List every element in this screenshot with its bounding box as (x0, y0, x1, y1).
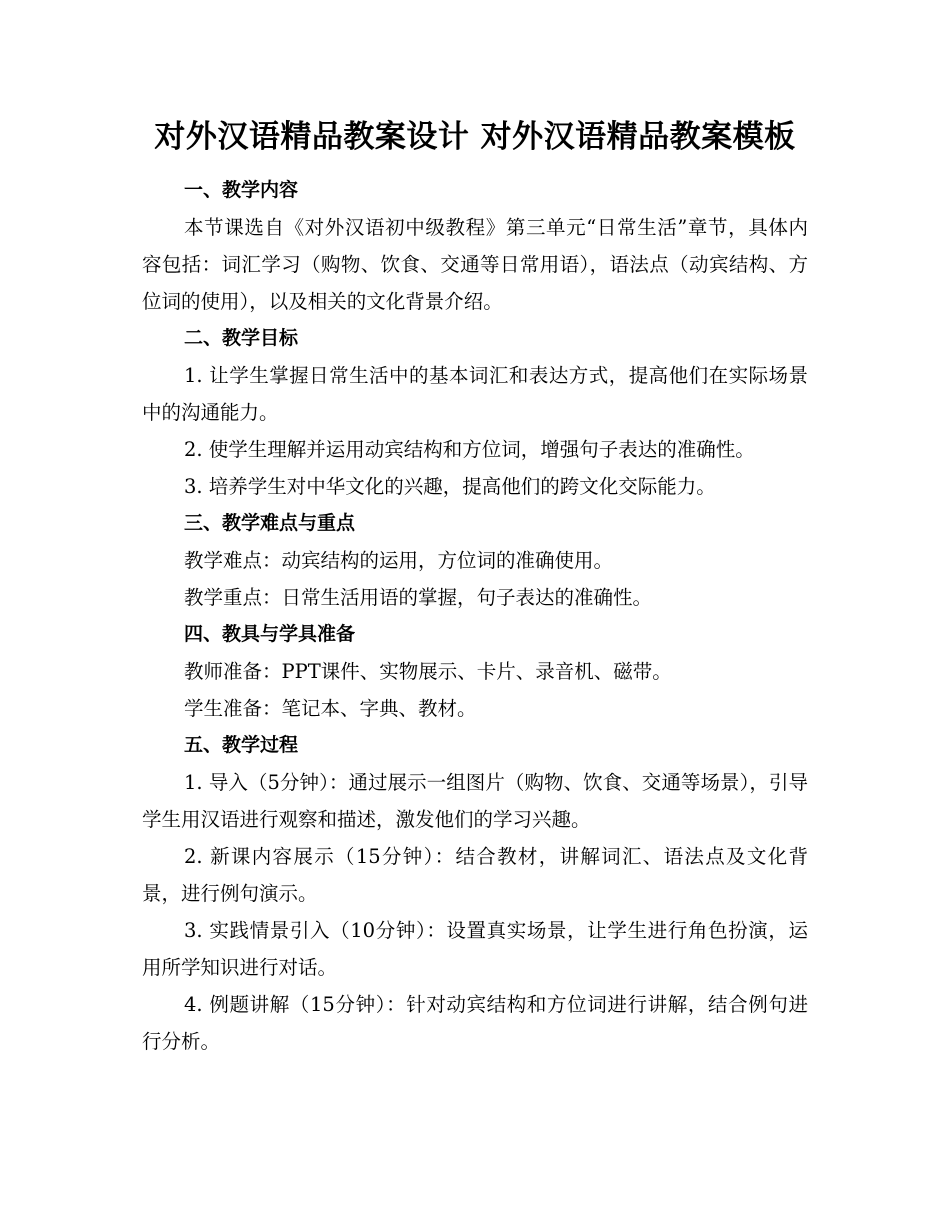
document-title: 对外汉语精品教案设计 对外汉语精品教案模板 (154, 119, 796, 155)
objective-item: 3. 培养学生对中华文化的兴趣，提高他们的跨文化交际能力。 (184, 475, 716, 498)
section-objectives (142, 320, 808, 505)
section-heading-key-points: 三、教学难点与重点 (184, 512, 356, 534)
objective-item: 1. 让学生掌握日常生活中的基本词汇和表达方式，提高他们在实际场景中的沟通能力。 (142, 364, 808, 424)
section-heading-content: 一、教学内容 (184, 179, 299, 201)
section-heading-materials: 四、教具与学具准备 (184, 623, 356, 645)
section-content (142, 172, 808, 320)
process-step: 2. 新课内容展示（15分钟）：结合教材，讲解词汇、语法点及文化背景，进行例句演示。 (142, 845, 808, 905)
section-heading-objectives: 二、教学目标 (184, 327, 299, 349)
content-paragraph: 本节课选自《对外汉语初中级教程》第三单元“日常生活”章节，具体内容包括：词汇学习（购物、饮食、交通等日常用语），语法点（动宾结构、方位词的使用），以及相关的文化背景介绍。 (142, 216, 808, 313)
section-key-points (142, 505, 808, 616)
difficulty-line: 教学难点：动宾结构的运用，方位词的准确使用。 (184, 549, 614, 572)
objective-item: 2. 使学生理解并运用动宾结构和方位词，增强句子表达的准确性。 (184, 438, 755, 461)
section-heading-process: 五、教学过程 (184, 734, 299, 756)
document-page (142, 108, 808, 1060)
process-step: 4. 例题讲解（15分钟）：针对动宾结构和方位词进行讲解，结合例句进行分析。 (142, 993, 808, 1053)
section-process (142, 727, 808, 1060)
student-materials-line: 学生准备：笔记本、字典、教材。 (184, 697, 477, 720)
focus-line: 教学重点：日常生活用语的掌握，句子表达的准确性。 (184, 586, 653, 609)
section-materials (142, 616, 808, 727)
teacher-materials-line: 教师准备：PPT课件、实物展示、卡片、录音机、磁带。 (184, 660, 672, 683)
process-step: 3. 实践情景引入（10分钟）：设置真实场景，让学生进行角色扮演，运用所学知识进行对话。 (142, 919, 808, 979)
process-step: 1. 导入（5分钟）：通过展示一组图片（购物、饮食、交通等场景），引导学生用汉语进行观察和描述，激发他们的学习兴趣。 (142, 771, 808, 831)
